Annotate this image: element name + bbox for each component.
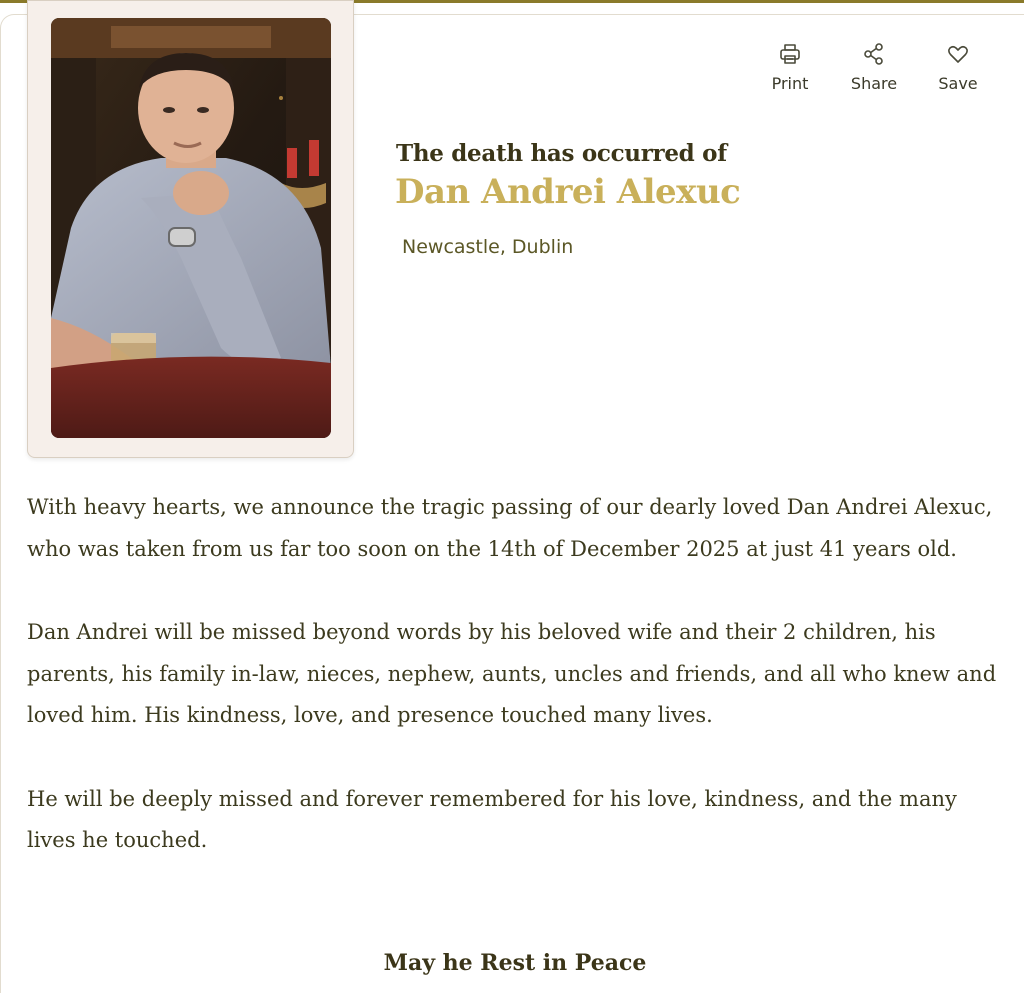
- save-button[interactable]: [916, 42, 1000, 93]
- portrait-photo[interactable]: [51, 18, 331, 438]
- death-notice-intro: The death has occurred of: [396, 140, 727, 167]
- location-text: Newcastle, Dublin: [402, 236, 574, 258]
- notice-paragraph: Dan Andrei will be missed beyond words by his beloved wife and their 2 children, his parents, his family in-law, nieces, nephew, aunts, uncles and friends, and all who knew and loved him. His kindness, love, and presence touched many lives.: [27, 620, 997, 727]
- printer-icon: [778, 42, 802, 66]
- print-button[interactable]: [748, 42, 832, 93]
- action-bar: [748, 42, 1000, 93]
- heart-icon: [946, 42, 970, 66]
- share-button[interactable]: [832, 42, 916, 93]
- portrait-frame: [27, 0, 354, 458]
- save-label: Save: [938, 74, 978, 93]
- closing-line: May he Rest in Peace: [383, 950, 647, 976]
- notice-paragraph: He will be deeply missed and forever remembered for his love, kindness, and the many lives he touched.: [27, 786, 957, 852]
- share-label: Share: [850, 74, 898, 93]
- notice-body: [27, 487, 1012, 904]
- share-icon: [862, 42, 886, 66]
- deceased-name: Dan Andrei Alexuc: [395, 172, 741, 212]
- print-label: Print: [771, 74, 809, 93]
- notice-paragraph: With heavy hearts, we announce the tragic passing of our dearly loved Dan Andrei Alexuc, who was taken from us far too soon on the 14th of December 2025 at just 41 years old.: [27, 495, 993, 561]
